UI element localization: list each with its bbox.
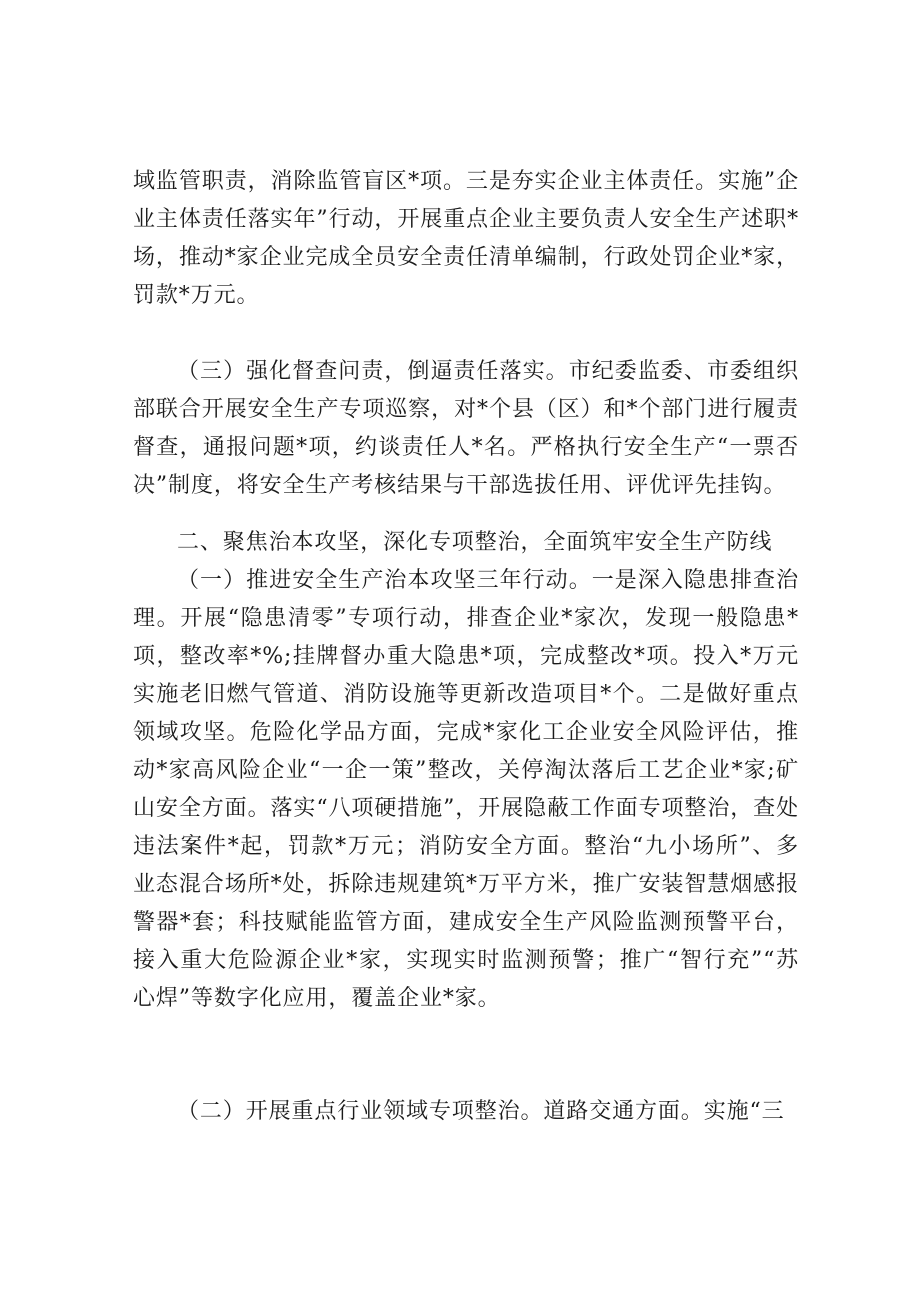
paragraph-supervision-accountability: （三）强化督查问责，倒逼责任落实。市纪委监委、市委组织部联合开展安全生产专项巡察，对*个县（区）和*个部门进行履责督查，通报问题*项，约谈责任人*名。严格执行安全生产“一票否决”制度，将安全生产考核结果与干部选拔任用、评优评先挂钩。 [133, 359, 799, 498]
paragraph-three-year-action: （一）推进安全生产治本攻坚三年行动。一是深入隐患排查治理。开展“隐患清零”专项行动，排查企业*家次，发现一般隐患*项，整改率*%;挂牌督办重大隐患*项，完成整改*项。投入*万元实施老旧燃气管道、消防设施等更新改造项目*个。二是做好重点领域攻坚。危险化学品方面，完成*家化工企业安全风险评估，推动*家高风险企业“一企一策”整改，关停淘汰落后工艺企业*家;矿山安全方面。落实“八项硬措施”，开展隐蔽工作面专项整治，查处违法案件*起，罚款*万元；消防安全方面。整治“九小场所”、多业态混合场所*处，拆除违规建筑*万平方米，推广安装智慧烟感报警器*套；科技赋能监管方面，建成安全生产风险监测预警平台，接入重大危险源企业*家，实现实时监测预警；推广“智行充”“苏心焊”等数字化应用，覆盖企业*家。 [133, 568, 799, 1011]
section-heading-two: 二、聚焦治本攻坚，深化专项整治，全面筑牢安全生产防线 [177, 530, 773, 555]
paragraph-enterprise-responsibility: 域监管职责，消除监管盲区*项。三是夯实企业主体责任。实施”企业主体责任落实年”行动，开展重点企业主要负责人安全生产述职*场，推动*家企业完成全员安全责任清单编制，行政处罚企业*家，罚款*万元。 [133, 169, 799, 308]
paragraph-key-industries: （二）开展重点行业领域专项整治。道路交通方面。实施“三 [177, 1099, 785, 1124]
